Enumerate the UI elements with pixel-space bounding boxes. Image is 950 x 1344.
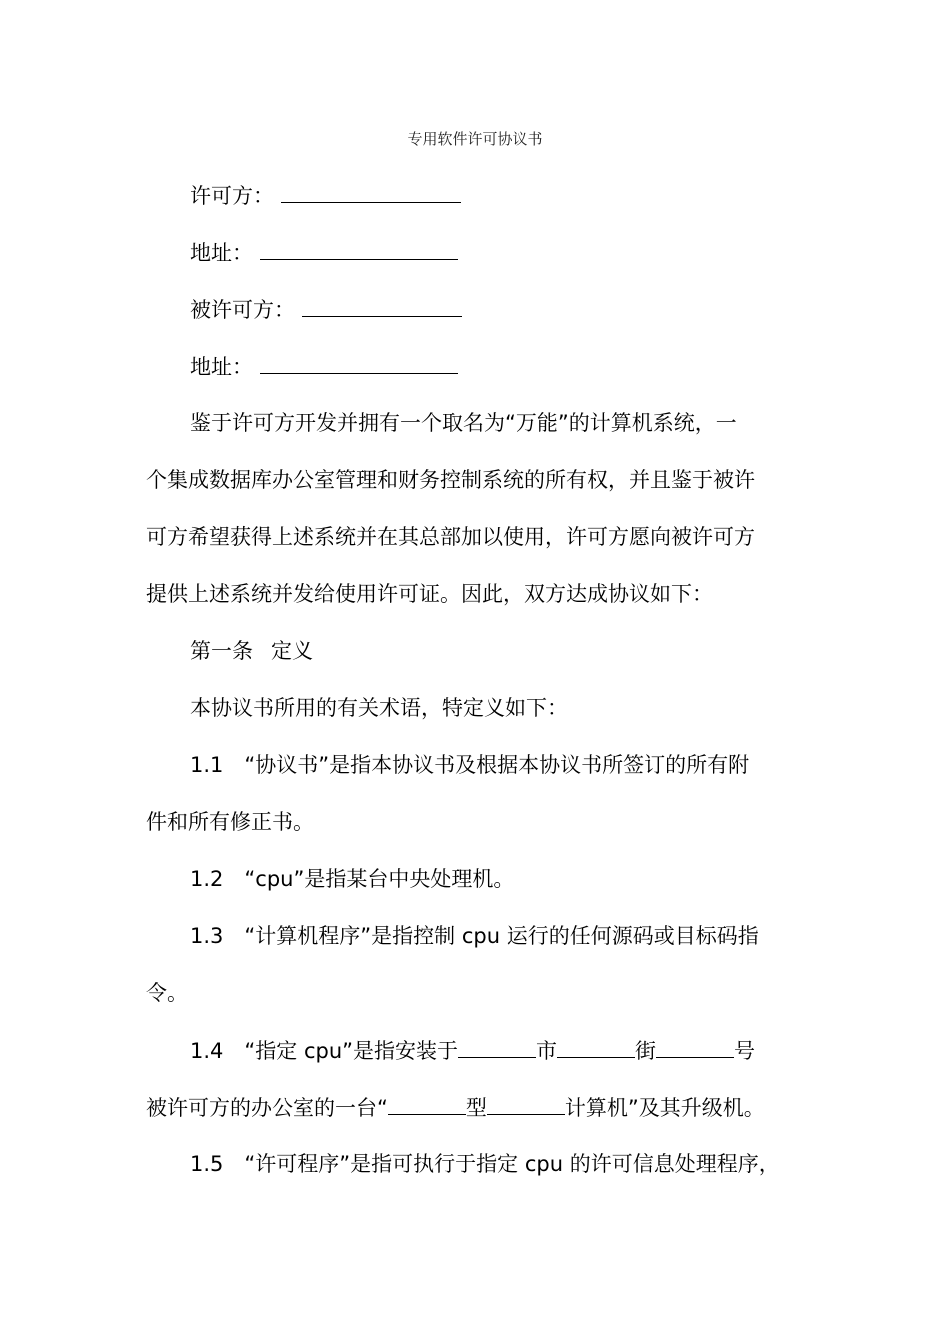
licensee-blank[interactable] [302, 294, 462, 317]
licensee-address-field [0, 351, 950, 382]
licensee-address-blank[interactable] [260, 351, 458, 374]
definition-1-4-cont [0, 1092, 950, 1123]
recital-line: 鉴于许可方开发并拥有一个取名为“万能”的计算机系统，一 [190, 411, 737, 435]
licensor-field [0, 180, 950, 211]
definition-1-1-cont: 件和所有修正书。 [146, 810, 314, 834]
licensee-field [0, 294, 950, 325]
recital-line: 可方希望获得上述系统并在其总部加以使用，许可方愿向被许可方 [146, 525, 755, 549]
def-1-4-prefix: 1.4 “指定 cpu”是指安装于 [190, 1039, 459, 1063]
model-label: 型 [465, 1096, 487, 1120]
city-blank[interactable] [458, 1035, 536, 1058]
licensor-address-blank[interactable] [260, 237, 458, 260]
street-blank[interactable] [557, 1035, 635, 1058]
document-title: 专用软件许可协议书 [407, 130, 543, 148]
article-title: 定义 [271, 639, 313, 663]
city-label: 市 [536, 1039, 558, 1063]
definition-1-2: 1.2 “cpu”是指某台中央处理机。 [190, 867, 515, 891]
number-blank[interactable] [656, 1035, 734, 1058]
licensor-blank[interactable] [281, 180, 461, 203]
computer-blank[interactable] [487, 1092, 565, 1115]
recital-line: 提供上述系统并发给使用许可证。因此，双方达成协议如下： [146, 582, 713, 606]
recital-line: 个集成数据库办公室管理和财务控制系统的所有权，并且鉴于被许 [146, 468, 755, 492]
def-1-4-line2-suffix: 计算机”及其升级机。 [564, 1096, 765, 1120]
address-label: 地址： [190, 355, 253, 379]
model-blank[interactable] [388, 1092, 466, 1115]
definition-1-1: 1.1 “协议书”是指本协议书及根据本协议书所签订的所有附 [190, 753, 750, 777]
licensee-label: 被许可方： [190, 298, 295, 322]
article-heading [0, 636, 950, 666]
article-number: 第一条 [190, 639, 253, 663]
address-label: 地址： [190, 241, 253, 265]
licensor-label: 许可方： [190, 184, 274, 208]
definition-1-5: 1.5 “许可程序”是指可执行于指定 cpu 的许可信息处理程序， [190, 1152, 780, 1176]
definition-1-3: 1.3 “计算机程序”是指控制 cpu 运行的任何源码或目标码指 [190, 924, 759, 948]
number-label: 号 [734, 1039, 756, 1063]
definition-1-3-cont: 令。 [146, 981, 188, 1005]
definition-1-4 [0, 1035, 950, 1066]
licensor-address-field [0, 237, 950, 268]
street-label: 街 [635, 1039, 657, 1063]
def-1-4-line2-prefix: 被许可方的办公室的一台“ [146, 1096, 388, 1120]
definitions-intro: 本协议书所用的有关术语，特定义如下： [190, 696, 568, 720]
